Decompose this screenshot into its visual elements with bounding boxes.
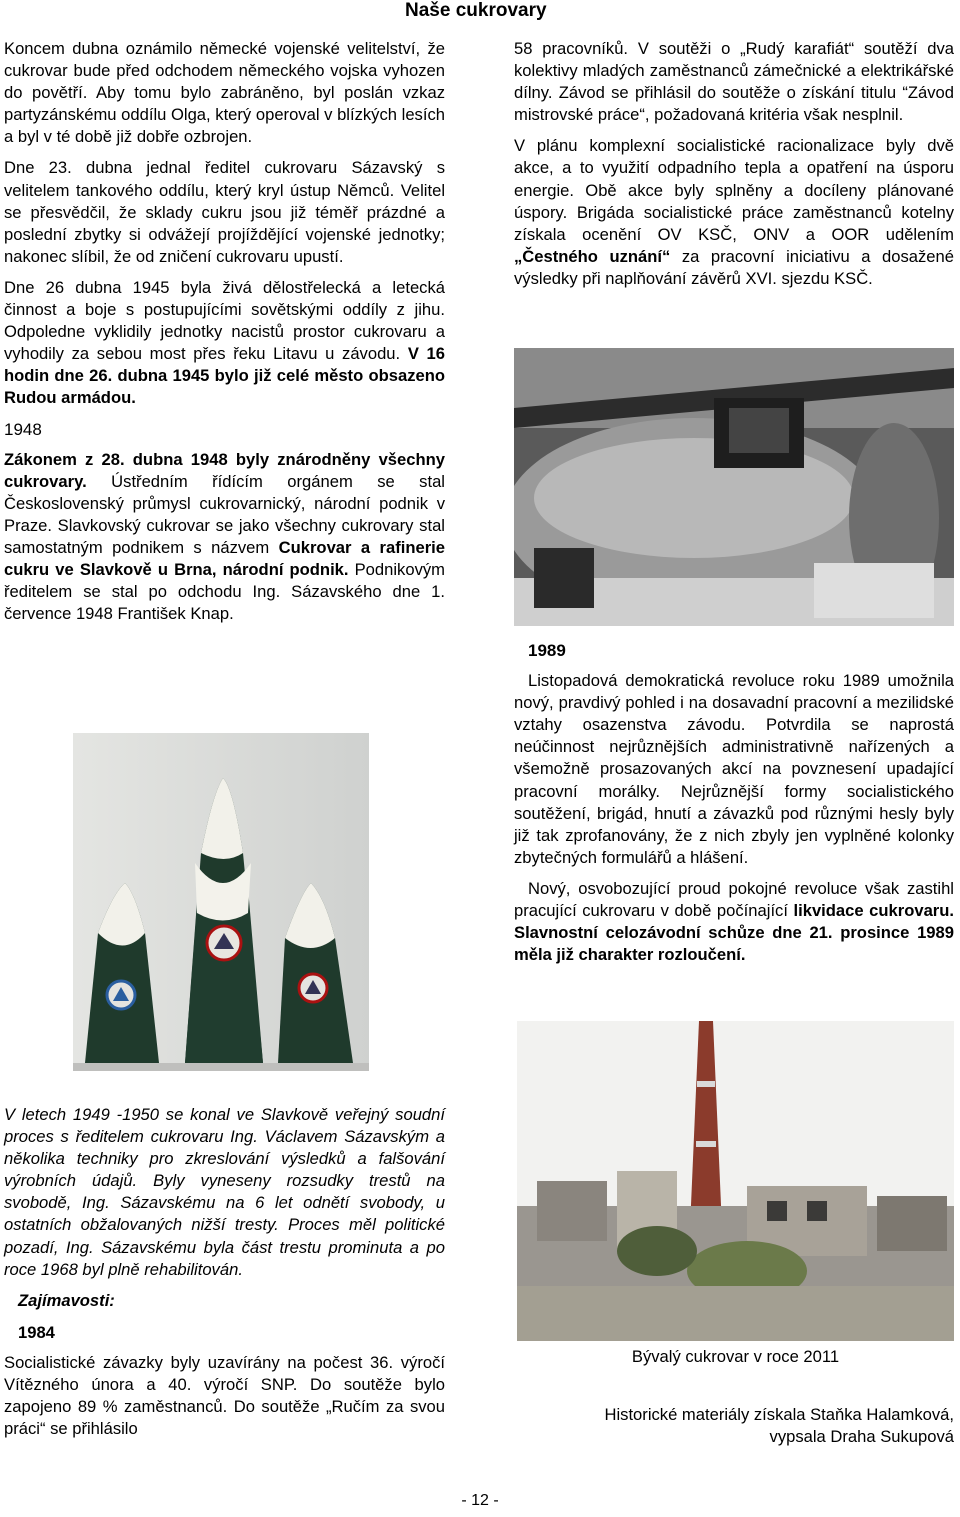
credits-line-2: vypsala Draha Sukupová xyxy=(769,1427,954,1446)
italic-paragraph: V letech 1949 -1950 se konal ve Slavkově veřejný soudní proces s ředitelem cukrovaru Ing. Václavem Sázavským a několika techniky pro zkreslování výsledků a falšování výrobních údajů. Byly vyneseny rozsudky trestů na svobodě, Ing. Sázavskému na 6 let odnětí svobody, u ostatních obžalovaných nižší tresty. Proces měl politické pozadí, Ing. Sázavskému byla část trestu prominuta a po roce 1968 byl plně rehabilitován. xyxy=(4,1105,445,1279)
sugar-loaves-photo xyxy=(73,733,369,1071)
year-heading-1948: 1948 xyxy=(4,419,42,439)
right-column-middle xyxy=(514,640,954,975)
right-column-top xyxy=(514,38,954,299)
year-heading-1989: 1989 xyxy=(528,641,566,660)
paragraph: 58 pracovníků. V soutěži o „Rudý karafiát“ soutěží dva kolektivy mladých zaměstnanců zámečnické a elektrikářské dílny. Závod se přihlásil do soutěže o získání titulu “Závod mistrovské práce“, požadovaná kritéria však nesplnil. xyxy=(514,39,954,125)
paragraph: Zákonem z 28. dubna 1948 byly znárodněny všechny cukrovary. Ústředním řídícím orgánem se stal Československý průmysl cukrovarnický, národní podnik v Praze. Slavkovský cukrovar se jako všechny cukrovary stal samostatným podnikem s názvem Cukrovar a rafinerie cukru ve Slavkově u Brna, národní podnik. Podnikovým ředitelem se stal po odchodu Ing. Sázavského dne 1. července 1948 František Knap. xyxy=(4,449,446,624)
boiler-illustration xyxy=(514,348,954,626)
paragraph: Dne 26 dubna 1945 byla živá dělostřelecká a letecká činnost a boje s postupujícími sovětskými oddíly z jihu. Odpoledne vyklidily jednotky nacistů prostor cukrovaru a vyhodily za sebou most přes řeku Litavu u závodu. V 16 hodin dne 26. dubna 1945 bylo již celé město obsazeno Rudou armádou. xyxy=(4,277,446,408)
paragraph: Socialistické závazky byly uzavírány na počest 36. výročí Vítězného února a 40. výročí SNP. Do soutěže bylo zapojeno 89 % zaměstnanců. Do soutěže „Ručím za svou práci“ se přihlásilo xyxy=(4,1352,445,1439)
credits-line-1: Historické materiály získala Staňka Halamková, xyxy=(604,1405,954,1424)
running-title: Naše cukrovary xyxy=(405,0,547,21)
factory-illustration xyxy=(517,1021,954,1341)
left-column-top xyxy=(4,38,445,634)
photo-caption: Bývalý cukrovar v roce 2011 xyxy=(631,1347,840,1366)
boiler-photo xyxy=(514,348,954,626)
paragraph: Nový, osvobozující proud pokojné revoluce však zastihl pracující cukrovaru v době počínající likvidace cukrovaru. Slavnostní celozávodní schůze dne 21. prosince 1989 měla již charakter rozloučení. xyxy=(514,878,954,965)
paragraph: V plánu komplexní socialistické racionalizace byly dvě akce, a to využití odpadního tepla a opatření na úsporu energie. Obě akce byly splněny a docíleny plánované úspory. Brigáda socialistické práce zaměstnanců kotelny získala ocenění OV KSČ, ONV a OOR udělením „Čestného uznání“ za pracovní iniciativu a dosažené výsledky při naplňování závěrů XVI. sjezdu KSČ. xyxy=(514,136,954,288)
left-column-bottom xyxy=(4,1104,445,1449)
paragraph: Dne 23. dubna jednal ředitel cukrovaru Sázavský s velitelem tankového oddílu, který kryl ústup Němců. Velitel se přesvědčil, že sklady cukru jsou již téměř prázdné a poslední zbytky si odvážejí projíždějící vojenské jednotky; nakonec slíbil, že od zničení cukrovaru upustí. xyxy=(4,158,445,266)
factory-photo xyxy=(517,1021,954,1341)
credits xyxy=(517,1404,954,1448)
page-number: - 12 - xyxy=(461,1492,499,1509)
paragraph: Listopadová demokratická revoluce roku 1989 umožnila nový, pravdivý pohled i na dosavadní pracovní a mezilidské vztahy osazenstva závodu. Potvrdila se naprostá neúčinnost nejrůznějších administrativně nařízených a všemožně prosazovaných akcí na povznesení upadající pracovní morálky. Nejrůznější formy socialistického soutěžení, brigád, hnutí a závazků pod různými hesly byly již tak zprofanovány, že z nich zbyly jen vyplněné kolonky zbytečných formulářů a hlášení. xyxy=(514,671,954,867)
year-heading-1984: 1984 xyxy=(18,1322,55,1342)
section-heading-zajimavosti: Zajímavosti: xyxy=(18,1290,115,1310)
paragraph: Koncem dubna oznámilo německé vojenské velitelství, že cukrovar bude před odchodem německého vojska vyhozen do povětří. Aby tomu bylo zabráněno, byl poslán vzkaz partyzánskému oddílu Olga, který operoval v blízkých lesích a byl v té době již dobře ozbrojen. xyxy=(4,39,445,147)
sugar-loaves-illustration xyxy=(73,733,369,1071)
